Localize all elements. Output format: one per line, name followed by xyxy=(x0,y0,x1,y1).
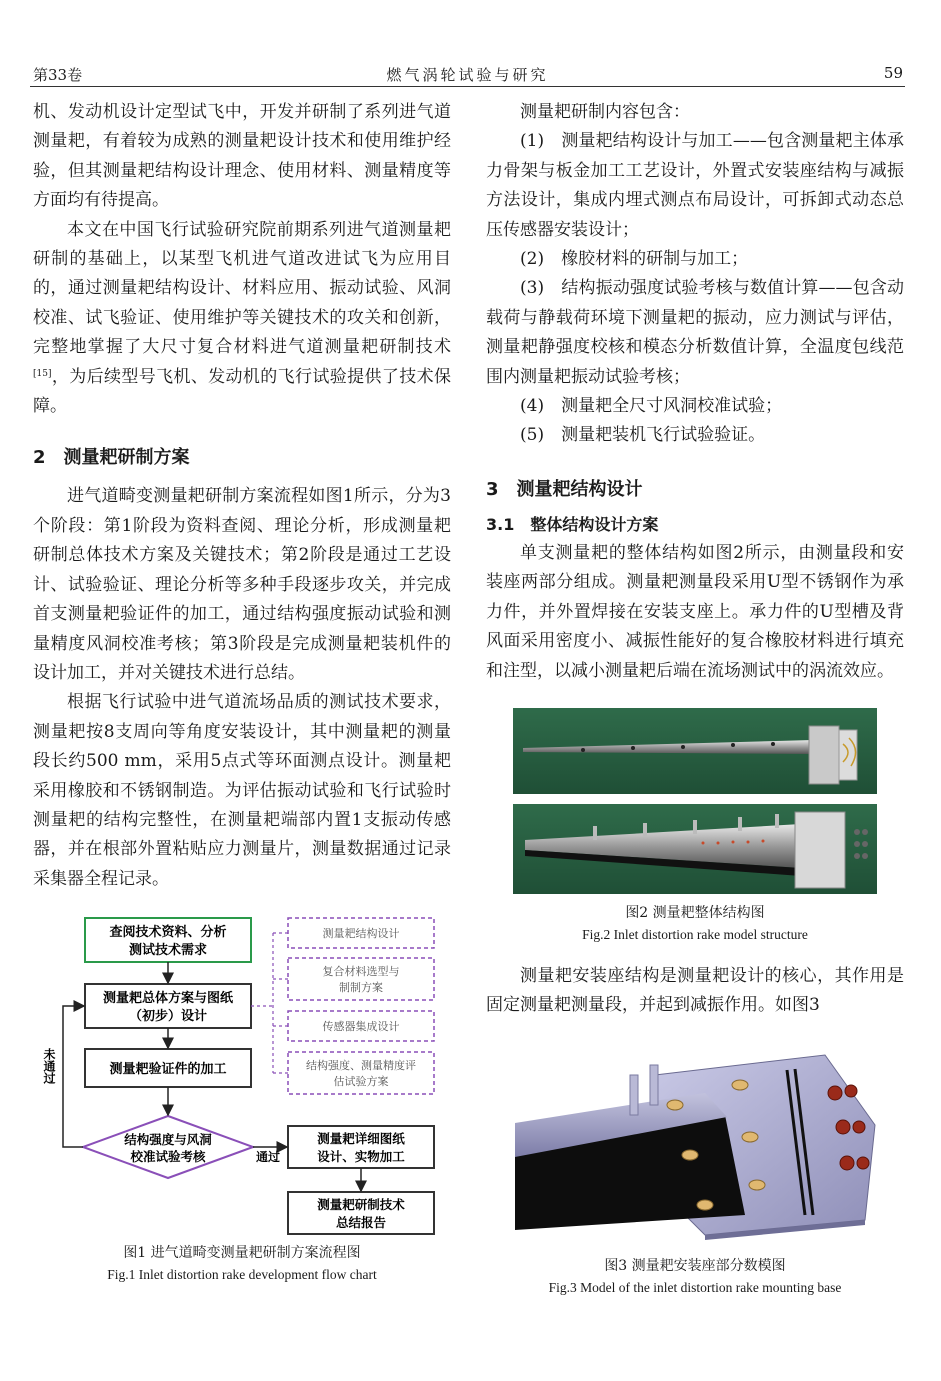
figure-3-caption-en: Fig.3 Model of the inlet distortion rake mounting base xyxy=(548,1279,842,1295)
journal-title: 燃气涡轮试验与研究 xyxy=(386,66,549,84)
paragraph-4: 根据飞行试验中进气道流场品质的测试技术要求，测量耙按8支周向等角度安装设计，其中测量耙的测量段长约500 mm，采用5点式等环面测点设计。测量耙采用橡胶和不锈钢制造。为评估振动试验和飞行试验时测量耙的结构完整性，在测量耙端部内置1支振动传感器，并在根部外置粘贴应力测量片，测量数据通过记录采集器全程记录。 xyxy=(33,692,451,889)
figure-2-caption-cn: 图2 测量耙整体结构图 xyxy=(625,904,765,921)
left-column xyxy=(33,98,451,1286)
figure-3-caption-cn: 图3 测量耙安装座部分数模图 xyxy=(604,1257,786,1274)
svg-text:（初步）设计: （初步）设计 xyxy=(128,1009,208,1025)
bolt xyxy=(667,1100,683,1110)
citation: [15] xyxy=(33,368,52,379)
svg-text:结构强度与风洞: 结构强度与风洞 xyxy=(124,1132,212,1148)
svg-text:测量耙研制技术: 测量耙研制技术 xyxy=(317,1197,405,1213)
svg-text:测试技术需求: 测试技术需求 xyxy=(128,943,208,959)
paragraph-3: 进气道畸变测量耙研制方案流程如图1所示，分为3个阶段：第1阶段为资料查阅、理论分析，形成测量耙研制总体技术方案及关键技术；第2阶段是通过工艺设计、试验验证、理论分析等多种手段逐步攻关，并完成首支测量耙验证件的加工，通过结构强度振动试验和测量精度风洞校准考核；第3阶段是完成测量耙装机件的设计加工，并对关键技术进行总结。 xyxy=(33,486,451,683)
svg-text:总结报告: 总结报告 xyxy=(335,1215,387,1231)
svg-text:测量耙详细图纸: 测量耙详细图纸 xyxy=(317,1131,405,1147)
content-intro: 测量耙研制内容包含： xyxy=(520,102,690,122)
svg-text:设计、实物加工: 设计、实物加工 xyxy=(317,1149,405,1165)
connector xyxy=(828,1086,842,1100)
content-item-3: (3) 结构振动强度试验考核与数值计算——包含动载荷与静载荷环境下测量耙的振动，应力测试与评估，测量耙静强度校核和模态分析数值计算，全温度包线范围内测量耙振动试验考核； xyxy=(486,278,904,387)
svg-text:测量耙总体方案与图纸: 测量耙总体方案与图纸 xyxy=(102,991,234,1007)
flow-box-research-text: 查阅技术资料、分析 xyxy=(109,925,227,941)
photo-side-view xyxy=(513,804,877,894)
svg-text:结构强度、测量精度评: 结构强度、测量精度评 xyxy=(306,1059,416,1073)
section-3-1-heading: 3.1 整体结构设计方案 xyxy=(486,514,659,534)
paragraph-2: 本文在中国飞行试验研究院前期系列进气道测量耙研制的基础上，以某型飞机进气道改进试飞为应用目的，通过测量耙结构设计、材料应用、振动试验、风洞校准、试飞验证、使用维护等关键技术的攻关和创新，完整地掌握了大尺寸复合材料进气道测量耙研制技术[15]，为后续型号飞机、发动机的飞行试验提供了技术保障。 xyxy=(33,219,451,417)
svg-text:传感器集成设计: 传感器集成设计 xyxy=(322,1020,400,1034)
svg-text:校准试验考核: 校准试验考核 xyxy=(130,1149,206,1165)
figure-1-caption-en: Fig.1 Inlet distortion rake development flow chart xyxy=(107,1267,377,1283)
figure-1-flowchart xyxy=(33,908,451,1238)
volume-label: 第33卷 xyxy=(33,66,83,84)
flow-label-fail: 未通过 xyxy=(42,1048,56,1085)
svg-text:测量耙验证件的加工: 测量耙验证件的加工 xyxy=(109,1062,227,1078)
running-header xyxy=(30,62,905,87)
svg-text:制制方案: 制制方案 xyxy=(339,981,383,995)
svg-text:测量耙结构设计: 测量耙结构设计 xyxy=(322,927,400,941)
flow-label-pass: 通过 xyxy=(256,1150,281,1165)
section-3-heading: 3 测量耙结构设计 xyxy=(486,478,643,500)
content-item-5: (5) 测量耙装机飞行试验验证。 xyxy=(520,425,766,446)
content-item-1: (1) 测量耙结构设计与加工——包含测量耙主体承力骨架与板金加工工艺设计，外置式安装座结构与减振方法设计，集成内埋式测点布局设计，可拆卸式动态总压传感器安装设计； xyxy=(486,131,904,240)
svg-text:估试验方案: 估试验方案 xyxy=(333,1075,389,1089)
paragraph-5: 单支测量耙的整体结构如图2所示，由测量段和安装座两部分组成。测量耙测量段采用U型不锈钢作为承力件，并外置焊接在安装支座上。承力件的U型槽及背风面采用密度小、减振性能好的复合橡胶材料进行填充和注型，以减小测量耙后端在流场测试中的涡流效应。 xyxy=(486,542,904,681)
figure-2-photos xyxy=(513,708,877,894)
figure-2-caption-en: Fig.2 Inlet distortion rake model structure xyxy=(582,926,808,942)
content-item-2: (2) 橡胶材料的研制与加工； xyxy=(520,249,749,270)
figure-1-caption-cn: 图1 进气道畸变测量耙研制方案流程图 xyxy=(123,1245,361,1262)
paragraph-1: 机、发动机设计定型试飞中，开发并研制了系列进气道测量耙，有着较为成熟的测量耙设计技术和使用维护经验，但其测量耙结构设计理念、使用材料、测量精度等方面均有待提高。 xyxy=(33,102,451,211)
flow-decision-test xyxy=(83,1116,253,1178)
page-number: 59 xyxy=(883,64,903,82)
paragraph-6: 测量耙安装座结构是测量耙设计的核心，其作用是固定测量耙测量段，并起到减振作用。如图3 xyxy=(486,965,904,1016)
figure-3-model xyxy=(505,1035,885,1245)
section-2-heading: 2 测量耙研制方案 xyxy=(33,447,190,469)
photo-top-view xyxy=(513,708,877,794)
svg-text:复合材料选型与: 复合材料选型与 xyxy=(322,965,400,979)
content-item-4: (4) 测量耙全尺寸风洞校准试验； xyxy=(520,396,783,417)
right-column xyxy=(486,98,904,1299)
